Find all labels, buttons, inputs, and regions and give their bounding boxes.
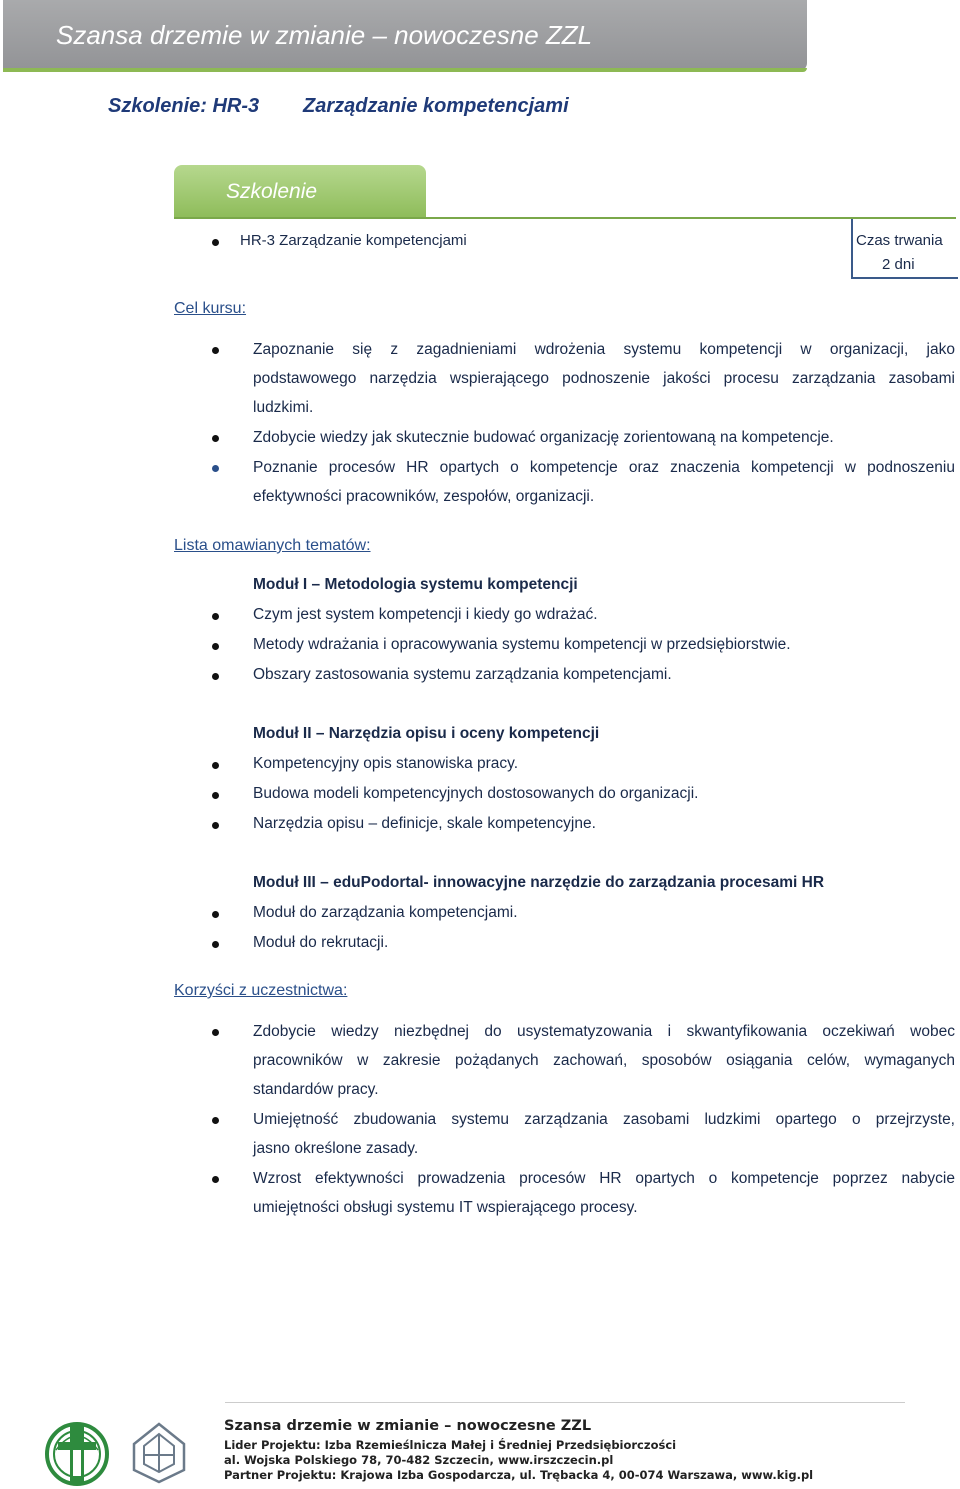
list-bullet	[212, 673, 219, 680]
goal-item-1-line-3: ludzkimi.	[253, 399, 314, 416]
benefit-item-1-line-1: Zdobycie wiedzy niezbędnej do usystematyzowania i skwantyfikowania oczekiwań wobec	[253, 1023, 955, 1040]
course-name: Zarządzanie kompetencjami	[303, 95, 569, 117]
benefit-item-1-line-3: standardów pracy.	[253, 1081, 379, 1098]
module-2-title: Moduł II – Narzędzia opisu i oceny kompetencji	[253, 725, 600, 742]
duration-label: Czas trwania	[856, 232, 943, 249]
module-1-item-3: Obszary zastosowania systemu zarządzania kompetencjami.	[253, 666, 672, 683]
goal-heading: Cel kursu:	[174, 300, 247, 317]
list-bullet	[212, 435, 219, 442]
list-bullet	[212, 643, 219, 650]
module-3-item-1: Moduł do zarządzania kompetencjami.	[253, 904, 518, 921]
duration-value: 2 dni	[882, 256, 915, 273]
list-bullet	[212, 1117, 219, 1124]
module-1-item-1: Czym jest system kompetencji i kiedy go wdrażać.	[253, 606, 598, 623]
goal-item-1-line-2: podstawowego narzędzia wspierającego podnoszenie jakości procesu zarządzania zasobami	[253, 370, 955, 387]
module-1-item-2: Metody wdrażania i opracowywania systemu kompetencji w przedsiębiorstwie.	[253, 636, 791, 653]
list-bullet	[212, 465, 219, 472]
course-code: Szkolenie: HR-3	[108, 95, 260, 117]
topics-heading: Lista omawianych tematów:	[174, 537, 371, 554]
list-bullet	[212, 911, 219, 918]
module-3-title: Moduł III – eduPodortal- innowacyjne narzędzie do zarządzania procesami HR	[253, 874, 825, 891]
goal-item-3-line-2: efektywności pracowników, zespołów, organizacji.	[253, 488, 595, 505]
module-3-item-2: Moduł do rekrutacji.	[253, 934, 389, 951]
training-tab-divider	[174, 217, 956, 219]
benefit-item-3-line-1: Wzrost efektywności prowadzenia procesów HR opartych o kompetencje poprzez nabycie	[253, 1170, 955, 1187]
goal-item-3-line-1: Poznanie procesów HR opartych o kompetencje oraz znaczenia kompetencji w podnoszeniu	[253, 459, 955, 476]
list-bullet	[212, 822, 219, 829]
list-bullet	[212, 1029, 219, 1036]
list-bullet	[212, 1176, 219, 1183]
footer-project-title: Szansa drzemie w zmianie – nowoczesne ZZL	[224, 1418, 592, 1434]
training-topic: HR-3 Zarządzanie kompetencjami	[240, 232, 467, 249]
goal-item-1-line-1: Zapoznanie się z zagadnieniami wdrożenia systemu kompetencji w organizacji, jako	[253, 341, 955, 358]
list-bullet	[212, 792, 219, 799]
footer-address: al. Wojska Polskiego 78, 70-482 Szczecin, www.irszczecin.pl	[224, 1453, 614, 1467]
benefit-item-2-line-2: jasno określone zasady.	[253, 1140, 419, 1157]
list-bullet	[212, 347, 219, 354]
footer-divider	[225, 1402, 905, 1403]
list-bullet	[212, 613, 219, 620]
banner-title: Szansa drzemie w zmianie – nowoczesne ZZL	[56, 20, 593, 50]
header-banner-accent	[3, 68, 807, 72]
list-bullet	[212, 941, 219, 948]
goal-item-2-line-1: Zdobycie wiedzy jak skutecznie budować organizację zorientowaną na kompetencje.	[253, 429, 834, 446]
benefits-heading: Korzyści z uczestnictwa:	[174, 982, 348, 999]
list-bullet	[212, 762, 219, 769]
module-1-title: Moduł I – Metodologia systemu kompetencji	[253, 576, 578, 593]
footer-partner: Partner Projektu: Krajowa Izba Gospodarcza, ul. Trębacka 4, 00-074 Warszawa, www.kig.pl	[224, 1468, 814, 1482]
training-tab-label: Szkolenie	[226, 180, 318, 203]
list-bullet	[212, 239, 219, 246]
module-2-item-3: Narzędzia opisu – definicje, skale kompetencyjne.	[253, 815, 596, 832]
benefit-item-2-line-1: Umiejętność zbudowania systemu zarządzania zasobami ludzkimi opartego o przejrzyste,	[253, 1111, 955, 1128]
module-2-item-2: Budowa modeli kompetencyjnych dostosowanych do organizacji.	[253, 785, 699, 802]
module-2-item-1: Kompetencyjny opis stanowiska pracy.	[253, 755, 519, 772]
benefit-item-1-line-2: pracowników w zakresie pożądanych zachowań, sposobów osiągania celów, wymaganych	[253, 1052, 955, 1069]
footer-leader: Lider Projektu: Izba Rzemieślnicza Małej i Średniej Przedsiębiorczości	[224, 1438, 677, 1452]
benefit-item-3-line-2: umiejętności obsługi systemu IT wspierającego procesy.	[253, 1199, 638, 1216]
rzemioslo-logo	[44, 1420, 110, 1486]
kig-logo	[126, 1420, 192, 1486]
